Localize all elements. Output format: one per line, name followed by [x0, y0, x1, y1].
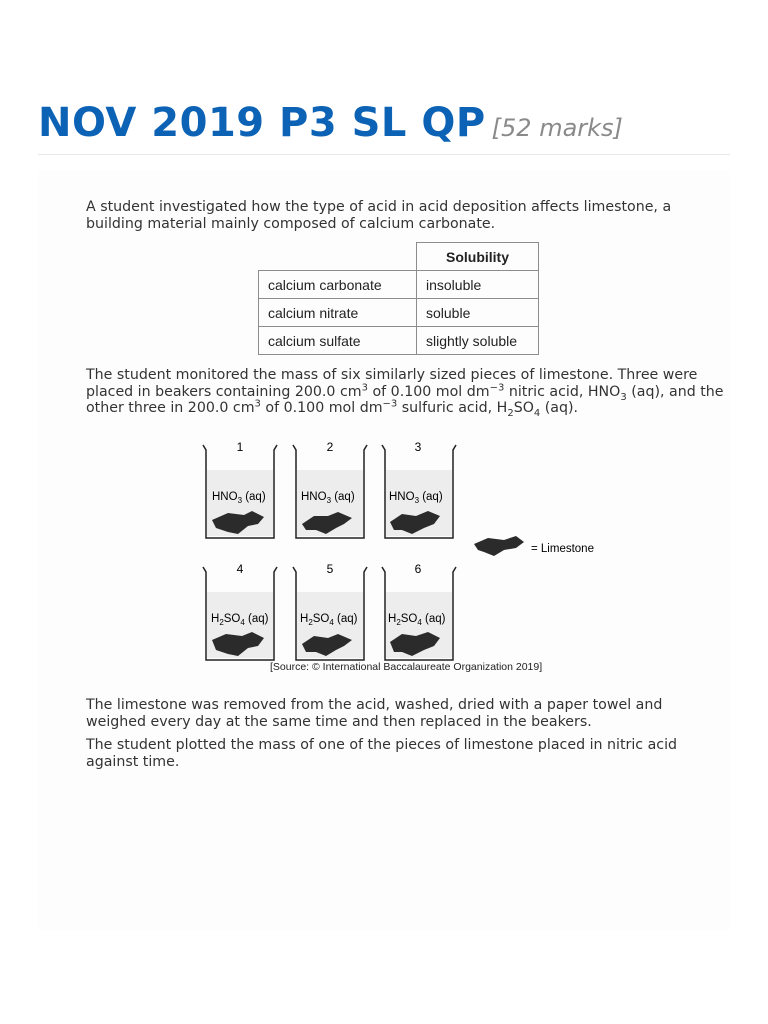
monitor-text: of 0.100 mol dm	[367, 383, 490, 400]
compound-cell: calcium sulfate	[259, 327, 417, 355]
monitor-text: (aq), and the other three in 200.0 cm	[86, 383, 724, 416]
solubility-cell: soluble	[417, 299, 539, 327]
beaker-3	[382, 440, 456, 538]
acid-label: $HNO_3$ (aq)	[389, 491, 443, 505]
solubility-cell: insoluble	[417, 271, 539, 299]
beakers-figure	[198, 436, 594, 678]
subscript: 4	[533, 407, 541, 419]
plotted-paragraph: The student plotted the mass of one of the pieces of limestone placed in nitric acid against time.	[86, 737, 678, 770]
acid-label: $HNO_3$ (aq)	[301, 491, 355, 505]
beaker-number: 2	[326, 440, 334, 454]
beaker-4	[203, 562, 277, 660]
monitor-text: sulfuric acid, H	[397, 400, 508, 416]
subscript: 2	[507, 407, 514, 419]
monitor-text: SO	[513, 400, 534, 416]
beaker-number: 4	[236, 562, 244, 576]
monitor-paragraph	[86, 367, 726, 417]
solubility-table	[258, 242, 539, 355]
superscript: 3	[361, 381, 368, 393]
beaker-5	[293, 562, 367, 660]
monitor-text: of 0.100 mol dm	[260, 400, 383, 416]
compound-cell: calcium carbonate	[259, 271, 417, 299]
superscript: −3	[382, 398, 398, 410]
table-row	[259, 299, 539, 327]
superscript: −3	[489, 381, 505, 393]
beaker-1	[203, 440, 277, 538]
table-row	[259, 327, 539, 355]
limestone-icon	[474, 536, 524, 556]
beaker-number: 5	[326, 562, 334, 576]
acid-label: $H_2SO_4$ (aq)	[300, 613, 358, 627]
beaker-2	[293, 440, 367, 538]
beaker-number: 3	[414, 440, 422, 454]
marks-label: [52 marks]	[491, 114, 623, 142]
removed-paragraph: The limestone was removed from the acid, washed, dried with a paper towel and weighed every day at the same time and then replaced in the beakers.	[86, 697, 663, 730]
monitor-text: nitric acid, HNO	[504, 383, 621, 400]
table-header-empty	[259, 243, 417, 271]
beaker-number: 6	[414, 562, 422, 576]
compound-cell: calcium nitrate	[259, 299, 417, 327]
acid-label: $H_2SO_4$ (aq)	[388, 613, 446, 627]
page-header	[38, 100, 730, 155]
monitor-text: The student monitored the mass of six similarly sized pieces of limestone. Three were placed in beakers containing 200.0 cm	[86, 367, 698, 400]
table-header-row	[259, 243, 539, 271]
table-row	[259, 271, 539, 299]
acid-label: $HNO_3$ (aq)	[212, 491, 266, 505]
beaker-number: 1	[236, 440, 244, 454]
monitor-text: (aq).	[540, 400, 579, 416]
intro-paragraph: A student investigated how the type of acid in acid deposition affects limestone, a building material mainly composed of calcium carbonate.	[86, 199, 672, 232]
subscript: 3	[620, 391, 627, 403]
superscript: 3	[254, 398, 261, 410]
page-title: NOV 2019 P3 SL QP	[38, 100, 486, 146]
acid-label: $H_2SO_4$ (aq)	[211, 613, 269, 627]
figure-source: [Source: © International Baccalaureate Organization 2019]	[270, 661, 543, 673]
legend-label: = Limestone	[531, 543, 594, 555]
solubility-cell: slightly soluble	[417, 327, 539, 355]
beaker-6	[382, 562, 456, 660]
table-header-solubility: Solubility	[417, 243, 539, 271]
